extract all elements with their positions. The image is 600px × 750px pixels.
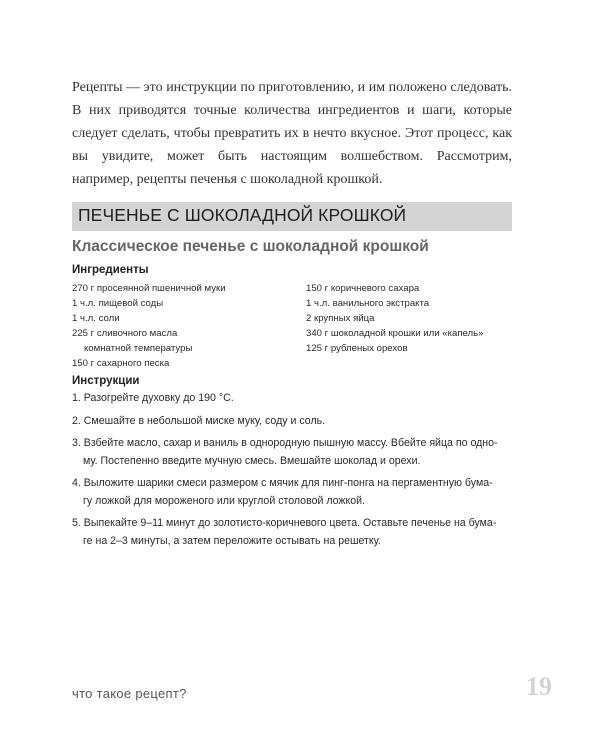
ingredient-item: 125 г рубленых орехов [306, 343, 408, 354]
ingredients-heading: Ингредиенты [72, 264, 149, 276]
ingredient-item: 150 г сахарного песка [72, 358, 170, 369]
ingredient-item: 225 г сливочного масла комнатной температуры [72, 328, 193, 354]
instruction-step: 2. Смешайте в небольшой миске муку, соду и соль. [72, 414, 326, 427]
ingredients-left-column [72, 281, 292, 371]
section-title: ПЕЧЕНЬЕ С ШОКОЛАДНОЙ КРОШКОЙ [78, 205, 407, 225]
instruction-step: 1. Разогрейте духовку до 190 °С. [72, 392, 234, 404]
ingredient-item: 1 ч.л. соли [72, 313, 120, 324]
ingredient-item: 150 г коричневого сахара [306, 283, 420, 294]
instruction-step: 5. Выпекайте 9–11 минут до золотисто-коричневого цвета. Оставьте печенье на бума- ге на 2–3 минуты, а затем переложите остывать на решетку. [72, 517, 497, 547]
intro-paragraph: Рецепты — это инструкции по приготовлению, и им положено следовать. В них приводятся точные количества ингредиентов и шаги, которые следует сделать, чтобы превратить их в нечто вкусное. Этот процесс, как вы увидите, может быть настоящим волшебством. Рассмотрим, например, рецепты печенья с шоколадной крошкой. [72, 80, 512, 187]
ingredient-item: 270 г просеянной пшеничной муки [72, 283, 226, 294]
ingredients-right-column [306, 281, 516, 356]
ingredient-item: 340 г шоколадной крошки или «капель» [306, 328, 484, 339]
instructions-list [72, 390, 512, 555]
recipe-title: Классическое печенье с шоколадной крошкой [72, 238, 429, 255]
ingredient-item: 1 ч.л. ванильного экстракта [306, 298, 430, 309]
ingredient-item: 1 ч.л. пищевой соды [72, 298, 164, 309]
running-footer-chapter: что такое рецепт? [72, 686, 187, 701]
section-header-bar [72, 202, 512, 231]
ingredient-item: 2 крупных яйца [306, 313, 375, 324]
page-number: 19 [526, 672, 552, 701]
instructions-heading: Инструкции [72, 375, 140, 387]
instruction-step: 3. Взбейте масло, сахар и ваниль в однородную пышную массу. Вбейте яйца по одно- му. Постепенно введите мучную смесь. Вмешайте шоколад и орехи. [72, 437, 498, 467]
instruction-step: 4. Выложите шарики смеси размером с мячик для пинг-понга на пергаментную бума- гу ложкой для мороженого или круглой столовой ложкой. [72, 477, 493, 507]
